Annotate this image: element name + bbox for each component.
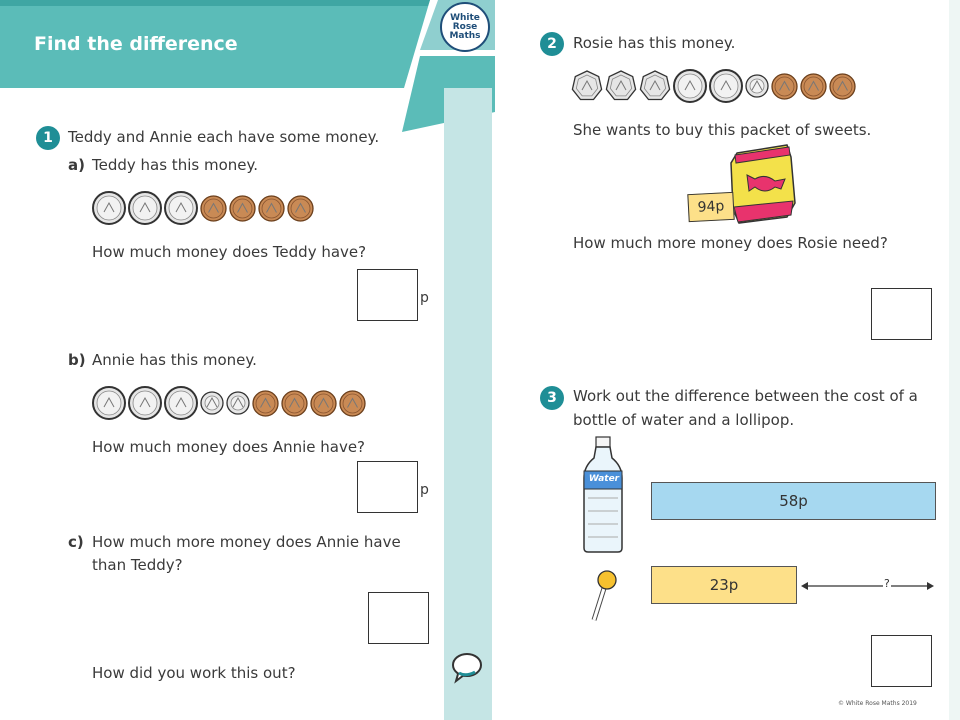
coin-2p-icon xyxy=(339,390,366,417)
coin-2p-icon xyxy=(800,73,827,100)
coin-2p-icon xyxy=(287,195,314,222)
lollipop-price-bar: 23p xyxy=(651,566,797,604)
coin-2p-icon xyxy=(200,195,227,222)
water-price-bar: 58p xyxy=(651,482,936,520)
difference-arrow xyxy=(801,576,934,596)
logo-word-2: Rose xyxy=(452,21,478,32)
speech-bubble-icon[interactable] xyxy=(450,650,484,684)
coin-10p-icon xyxy=(128,386,162,420)
coin-20p-icon xyxy=(639,70,671,102)
coin-5p-icon xyxy=(745,74,769,98)
coin-10p-icon xyxy=(164,386,198,420)
q3-line1: Work out the difference between the cost of a xyxy=(573,387,918,405)
coin-2p-icon xyxy=(310,390,337,417)
next-page-edge xyxy=(949,0,960,720)
coin-10p-icon xyxy=(709,69,743,103)
coin-2p-icon xyxy=(252,390,279,417)
q1b-text: Annie has this money. xyxy=(92,351,257,369)
difference-answer-box[interactable] xyxy=(368,592,429,644)
coin-5p-icon xyxy=(226,391,250,415)
q1c-line2: than Teddy? xyxy=(92,556,183,574)
annie-answer-box[interactable] xyxy=(357,461,418,513)
teddy-unit: p xyxy=(420,290,429,306)
annie-coins xyxy=(92,386,366,420)
q1c-label: c) xyxy=(68,533,84,551)
q1b-label: b) xyxy=(68,351,86,369)
q2-question: How much more money does Rosie need? xyxy=(573,234,888,252)
coin-20p-icon xyxy=(605,70,637,102)
teddy-answer-box[interactable] xyxy=(357,269,418,321)
water-bottle-image xyxy=(582,436,626,554)
coin-2p-icon xyxy=(829,73,856,100)
difference-answer-box-q3[interactable] xyxy=(871,635,932,687)
coin-2p-icon xyxy=(258,195,285,222)
teddy-coins xyxy=(92,191,314,225)
coin-2p-icon xyxy=(229,195,256,222)
q1c-followup: How did you work this out? xyxy=(92,664,296,682)
q3-number: 3 xyxy=(540,386,564,410)
q2-number: 2 xyxy=(540,32,564,56)
sweets-packet-image xyxy=(725,143,800,225)
q1-number: 1 xyxy=(36,126,60,150)
annie-unit: p xyxy=(420,482,429,498)
margin-strip xyxy=(444,88,492,720)
coin-2p-icon xyxy=(771,73,798,100)
price-tag: 94p xyxy=(687,192,734,222)
q1a-text: Teddy has this money. xyxy=(92,156,258,174)
q1a-label: a) xyxy=(68,156,85,174)
q1-text: Teddy and Annie each have some money. xyxy=(68,128,380,146)
coin-10p-icon xyxy=(92,191,126,225)
coin-20p-icon xyxy=(571,70,603,102)
copyright: © White Rose Maths 2019 xyxy=(838,700,917,707)
rosie-coins xyxy=(571,69,856,103)
coin-5p-icon xyxy=(200,391,224,415)
bottle-label: Water xyxy=(588,474,620,484)
logo-word-1: White xyxy=(450,12,480,23)
logo-word-3: Maths xyxy=(449,30,481,41)
lollipop-image xyxy=(588,568,622,624)
q2-text: Rosie has this money. xyxy=(573,34,736,52)
q1b-question: How much money does Annie have? xyxy=(92,438,366,456)
q3-line2: bottle of water and a lollipop. xyxy=(573,411,795,429)
q1a-question: How much money does Teddy have? xyxy=(92,243,367,261)
page-title: Find the difference xyxy=(34,33,238,55)
coin-2p-icon xyxy=(281,390,308,417)
coin-10p-icon xyxy=(164,191,198,225)
rosie-answer-box[interactable] xyxy=(871,288,932,340)
white-rose-logo xyxy=(440,2,490,52)
coin-10p-icon xyxy=(673,69,707,103)
coin-10p-icon xyxy=(128,191,162,225)
q2-text2: She wants to buy this packet of sweets. xyxy=(573,121,872,139)
unknown-marker: ? xyxy=(884,577,890,590)
q1c-line1: How much more money does Annie have xyxy=(92,533,401,551)
coin-10p-icon xyxy=(92,386,126,420)
